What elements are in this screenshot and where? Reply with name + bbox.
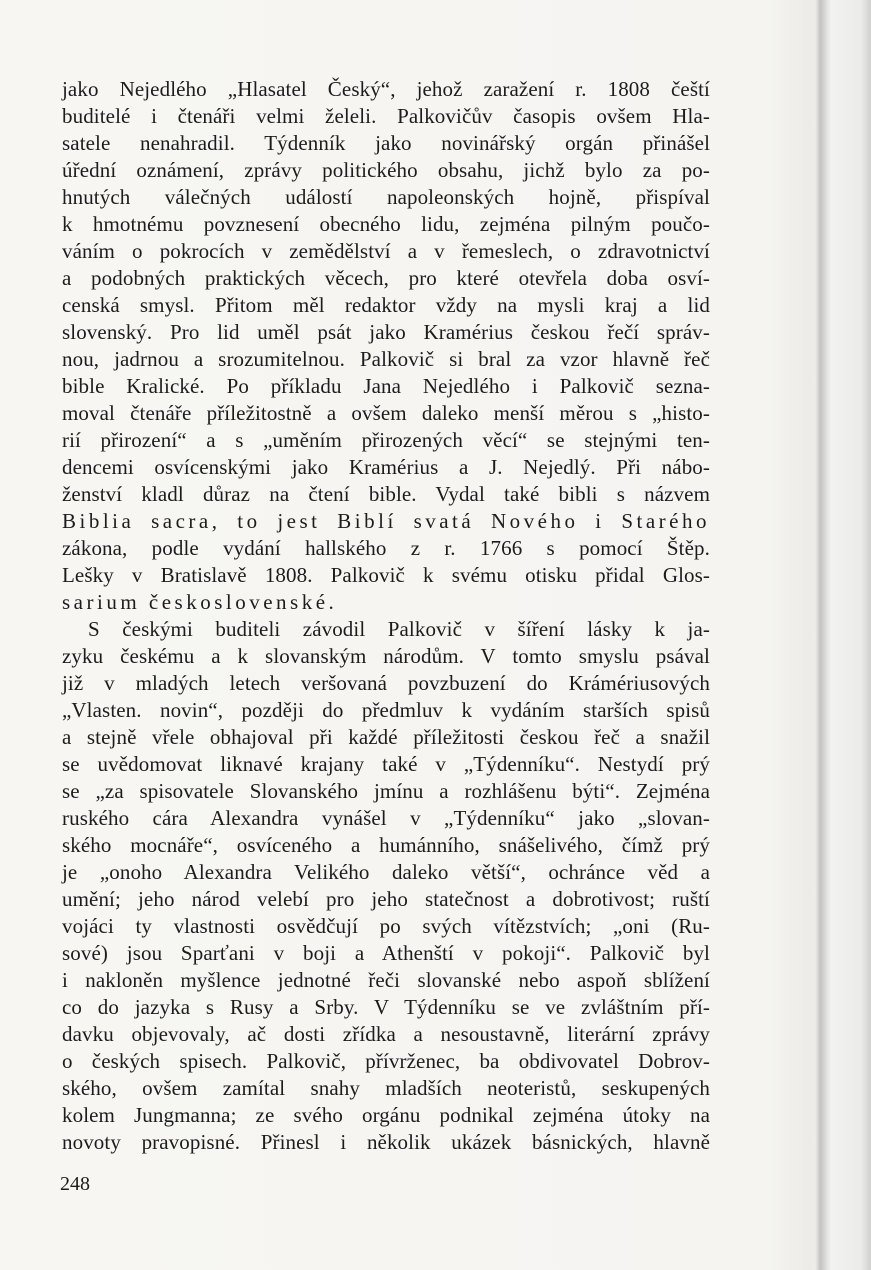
text-line: ženství kladl důraz na čtení bible. Vydal také bibli s názvem: [62, 482, 710, 506]
text-line: buditelé i čtenáři velmi želeli. Palkovičův časopis ovšem Hla-: [62, 104, 710, 128]
text-line: je „onoho Alexandra Velikého daleko větší“, ochránce věd a: [62, 860, 710, 884]
page-edge-shadow: [861, 0, 871, 1270]
page-number: 248: [60, 1173, 90, 1195]
text-line: již v mladých letech veršovaná povzbuzení do Krámériusových: [62, 671, 710, 695]
text-line: censká smysl. Přitom měl redaktor vždy na mysli kraj a lid: [62, 293, 710, 317]
text-line: ruského cára Alexandra vynášel v „Týdenníku“ jako „slovan-: [62, 806, 710, 830]
text-line: jako Nejedlého „Hlasatel Český“, jehož zaražení r. 1808 čeští: [62, 77, 710, 101]
text-line: „Vlasten. novin“, později do předmluv k vydáním starších spisů: [62, 698, 710, 722]
text-line: a podobných praktických věcech, pro které otevřela doba osví-: [62, 266, 710, 290]
text-line: o českých spisech. Palkovič, přívrženec, ba obdivovatel Dobrov-: [62, 1049, 710, 1073]
text-line: umění; jeho národ velebí pro jeho statečnost a dobrotivost; ruští: [62, 887, 710, 911]
text-line: dencemi osvícenskými jako Kramérius a J. Nejedlý. Při nábo-: [62, 455, 710, 479]
text-line: Lešky v Bratislavě 1808. Palkovič k svému otisku přidal Glos-: [62, 563, 710, 587]
text-line: i nakloněn myšlence jednotné řeči slovanské nebo aspoň sblížení: [62, 968, 710, 992]
text-line: S českými buditeli závodil Palkovič v šíření lásky k ja-: [88, 617, 710, 641]
text-line: davku objevovaly, ač dosti zřídka a nesoustavně, literární zprávy: [62, 1022, 710, 1046]
text-line: sarium československé.: [62, 590, 338, 614]
text-line: novoty pravopisné. Přinesl i několik ukázek básnických, hlavně: [62, 1130, 710, 1154]
text-line: a stejně vřele obhajoval při každé příležitosti českou řeč a snažil: [62, 725, 710, 749]
text-line: se „za spisovatele Slovanského jmínu a rozhlášenu býti“. Zejména: [62, 779, 710, 803]
text-line: Biblia sacra, to jest Biblí svatá Nového i Starého: [62, 509, 710, 533]
text-line: co do jazyka s Rusy a Srby. V Týdenníku se ve zvláštním pří-: [62, 995, 710, 1019]
text-line: sové) jsou Sparťani v boji a Athenští v pokoji“. Palkovič byl: [62, 941, 710, 965]
text-line: slovenský. Pro lid uměl psát jako Kramérius českou řečí správ-: [62, 320, 710, 344]
text-line: ského, ovšem zamítal snahy mladších neoteristů, seskupených: [62, 1076, 710, 1100]
text-line: hnutých válečných událostí napoleonských hojně, přispíval: [62, 185, 710, 209]
text-line: zyku českému a k slovanským národům. V tomto smyslu psával: [62, 644, 710, 668]
text-line: se uvědomovat liknavé krajany také v „Týdenníku“. Nestydí prý: [62, 752, 710, 776]
text-line: moval čtenáře příležitostně a ovšem daleko menší měrou s „histo-: [62, 401, 710, 425]
text-line: bible Kralické. Po příkladu Jana Nejedlého i Palkovič sezna-: [62, 374, 710, 398]
text-line: kolem Jungmanna; ze svého orgánu podnikal zejména útoky na: [62, 1103, 710, 1127]
text-line: ského mocnáře“, osvíceného a humánního, snášelivého, čímž prý: [62, 833, 710, 857]
text-line: vojáci ty vlastnosti osvědčují po svých vítězstvích; „oni (Ru-: [62, 914, 710, 938]
text-line: rií přirození“ a s „uměním přirozených věcí“ se stejnými ten-: [62, 428, 710, 452]
text-line: úřední oznámení, zprávy politického obsahu, jichž bylo za po-: [62, 158, 710, 182]
text-line: nou, jadrnou a srozumitelnou. Palkovič si bral za vzor hlavně řeč: [62, 347, 710, 371]
text-line: zákona, podle vydání hallského z r. 1766 s pomocí Štěp.: [62, 536, 710, 560]
text-line: satele nenahradil. Týdenník jako novinářský orgán přinášel: [62, 131, 710, 155]
text-line: váním o pokrocích v zemědělství a v řemeslech, o zdravotnictví: [62, 239, 710, 263]
book-binding-shadow: [815, 0, 831, 1270]
text-line: k hmotnému povznesení obecného lidu, zejména pilným poučo-: [62, 212, 710, 236]
body-text: [62, 76, 710, 1156]
